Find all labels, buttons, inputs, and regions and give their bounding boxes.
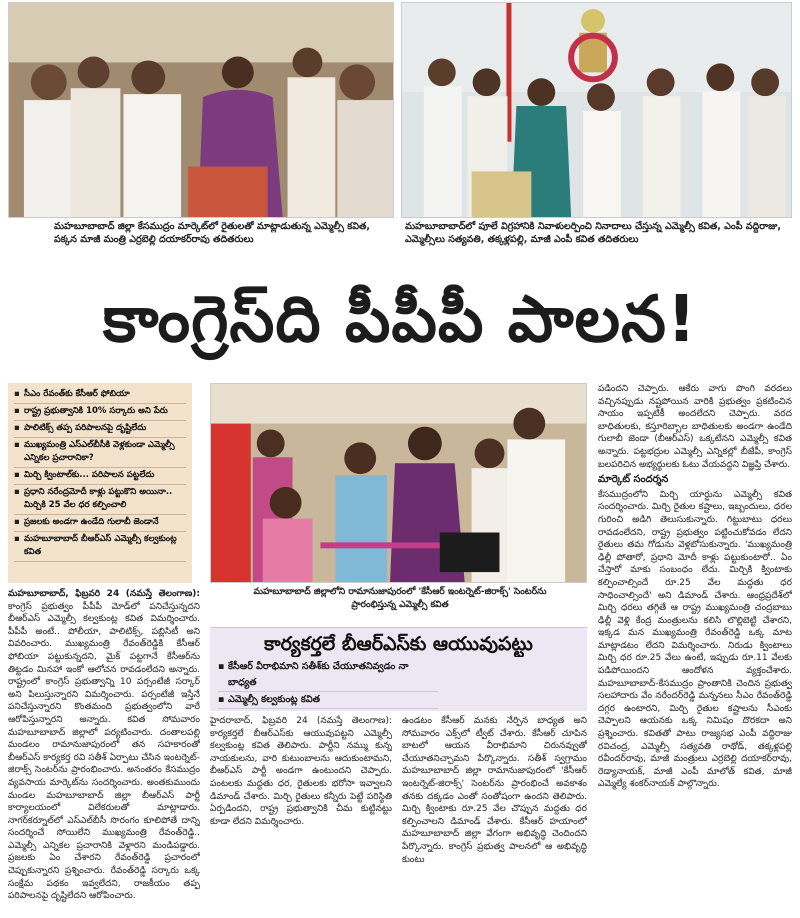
photo-caption-center: మహబూబాబాద్ జిల్లాలోని రామానుజాపురంలో 'కేసీఆర్ ఇంటర్నెట్-జిరాక్స్' సెంటర్‌ను ప్రారంభిస్తున్న ఎమ్మెల్సీ కవిత	[253, 587, 547, 610]
highlight-item: ▪ మహబూబాబాద్ బీఆర్‌ఎస్ ఎమ్మెల్సీ కల్వకుంట్ల కవిత	[14, 532, 186, 562]
box-point: ▪ ఎమ్మెల్సీ కల్వకుంట్ల కవిత	[218, 692, 438, 709]
box-story	[210, 627, 587, 711]
body-text: కాంగ్రెస్ ప్రభుత్వం పీపీపీ మోడ్‌లో పనిచేస్తున్నదని బీఆర్‌ఎస్ ఎమ్మెల్సీ కల్వకుంట్ల కవిత విమర్శించారు. పీపీపీ అంటే.. పోలీయా, పాలిటిక్స్, పబ్లిసిటీ అని వివరించారు. ముఖ్యమంత్రి రేవంత్‌రెడ్డికి కేసీఆర్ ఫోబియా పట్టుకున్నదని, మైక్ పట్టగానే కేసీఆర్‌ను తిట్టడం మినహా ఇంకో ఆలోచన రావడంలేదని అన్నారు. రాష్ట్రంలో కాంగ్రెస్ ప్రభుత్వాన్ని 10 పర్సంటేజీ సర్కార్ అని పిలుస్తున్నారని విమర్శించారు. పర్సంటేజీ ఇస్తేనే పనిచేస్తున్నారని కొంతమంది ప్రభుత్వంలోని వారే ఆరోపిస్తున్నారని అన్నారు. కవిత సోమవారం మహబూబాబాద్ జిల్లాలో పర్యటించారు. దంతాలపల్లి మండలం రామానుజాపురంలో తన సహకారంతో బీఆర్‌ఎస్ కార్యకర్త రవి సతీశ్ ఏర్పాటు చేసిన ఇంటర్నెట్-జిరాక్స్ సెంటర్‌ను ప్రారంభించారు. అనంతరం కేసముద్రం వ్యవసాయ మార్కెట్‌ను సందర్శించారు. అంతకుముందు మండల మహబూబాబాద్ జిల్లా బీఆర్‌ఎస్ పార్టీ కార్యాలయంలో విలేకరులతో మాట్లాడారు. నాగర్‌కర్నూల్‌లో ఎస్‌ఎల్‌బీసీ సొరంగం కూలిపోతే దాన్ని సందర్శించే సోయిలేని ముఖ్యమంత్రి రేవంత్‌రెడ్డి.. ఎమ్మెల్సీ ఎన్నికల ప్రచారానికి వెళ్లారని మండిపడ్డారు. ప్రజలకు ఏం చేశారని రేవంత్‌రెడ్డి ప్రచారంలో చెప్పుకున్నారని ప్రశ్నించారు. రేవంత్‌రెడ్డి సర్కారు ఒక్క సంక్షేమ పథకం ఇవ్వలేదని, రాజకీయం తప్ప పరిపాలనపై దృష్టిలేదని ఆరోపించారు.	[8, 601, 200, 902]
highlight-item: ▪ రాష్ట్ర ప్రభుత్వానికి 10% సర్కారు అని పేరు	[14, 404, 186, 421]
highlight-item: ▪ ప్రధాని నరేంద్రమోదీ కాళ్లు పట్టుకొని అయినా.. మిర్చికి 25 వేల ధర కల్పించాలి	[14, 485, 186, 515]
highlights-box	[8, 383, 192, 583]
article-middle-col-a	[210, 715, 392, 918]
body-text: పడిందని చెప్పారు. ఆకేరు వాగు పొంగి వరదలు వచ్చినప్పుడు నష్టపోయిన వారికి ప్రభుత్వం ప్రకటించిన సాయం ఇప్పటికీ అందలేదని చెప్పారు. వరద బాధితులకు, కస్తూరిబ్బాల బాధితులకు అండగా ఉండేది గులాబీ జెండా (బీఆర్‌ఎస్) ఒక్కటేనని ఎమ్మెల్సీ కవిత అన్నారు. పట్టభద్రుల ఎమ్మెల్సీ ఎన్నికల్లో బీజేపీ, కాంగ్రెస్ బలపరిచిన అభ్యర్థులకు ఓటు వేయవద్దని విజ్ఞప్తి చేశారు.	[598, 384, 792, 470]
article-middle-col-b	[402, 715, 587, 918]
body-text: హైదరాబాద్, ఫిబ్రవరి 24 (నమస్తే తెలంగాణ): కార్యకర్తలే బీఆర్‌ఎస్‌కు ఆయువుపట్టని ఎమ్మెల్సీ కల్వకుంట్ల కవిత తెలిపారు. పార్టీని నమ్ము కున్న నాయకులను, వారి కుటుంబాలను ఆదుకుంటామని, బీఆర్‌ఎస్ పార్టీ అండగా ఉంటుందని చెప్పారు. పంటలకు మద్దతు ధర, రైతులకు భరోసా ఇవ్వాలని డిమాండ్ చేశారు. మిర్చి రైతులు కన్నీరు పెట్టే పరిస్థితి ఏర్పడిందని, రాష్ట్ర ప్రభుత్వానికి చీమ కుట్టినట్టు కూడా లేదని విమర్శించారు.	[210, 716, 392, 827]
photo-phule-statue-tribute	[401, 2, 792, 218]
highlight-item: ▪ మిర్చి క్వింటాల్‌కు... పరిపాలన పట్టలేదు	[14, 468, 186, 485]
body-text: కేసముద్రంలోని మిర్చి యార్డును ఎమ్మెల్సీ కవిత సందర్శించారు. మిర్చి రైతుల కష్టాలు, ఇబ్బందులు, ధరల గురించి అడిగి తెలుసుకున్నారు. గిట్టుబాటు ధరలు రావడంలేదని, రాష్ట్ర ప్రభుత్వం పట్టించుకోవడం లేదని రైతులు తమ గోడును వెళ్లబోసుకున్నారు. 'ముఖ్యమంత్రి ఢిల్లీ పోతారో, ప్రధాని మోదీ కాళ్లు పట్టుకుంటారో.. ఏం చేస్తారో మాకు సంబంధం లేదు. మిర్చికి క్వింటాకు కల్పించాల్సిందే రూ.25 వేల మద్దతు ధర సాధించాల్సిందే' అని డిమాండ్ చేశారు. ఆంధ్రప్రదేశ్‌లో మిర్చి ధరలు తగ్గితే ఆ రాష్ట్ర ముఖ్యమంత్రి చంద్రబాబు ఢిల్లీ వెళ్లి కేంద్ర మంత్రులను కలిసి లొల్లిబెట్టి చేశారని, ఇక్కడ మన ముఖ్యమంత్రి రేవంత్‌రెడ్డి ఒక్క మాట మాట్లాడటం లేదని విమర్శించారు. నిరుడు క్వింటాలు మిర్చి ధర రూ.25 వేలు ఉంటే, ఇప్పుడు రూ.11 వేలకు పడిపోయిందని ఆందోళన వ్యక్తంచేశారు. మహబూబాబాద్-కేసముద్రం ప్రాంతానికి చెందిన ప్రభుత్వ సలహాదారు వేం నరేందర్‌రెడ్డి మన్ననలు సీఎం రేవంత్‌రెడ్డి దగ్గర ఉంటారని, మిర్చి రైతుల కష్టాలను సీఎంకు చెప్పాలని ఆయనకు ఒక్క నిమిషం దొరకదా అని ప్రశ్నించారు. కవితతో పాటు రాజ్యసభ ఎంపీ వద్దిరాజు రవిచంద్ర, ఎమ్మెల్సీ సత్యవతి రాథోడ్, తక్కళ్లపల్లి రవీందర్‌రావు, మాజీ మంత్రులు ఎర్రబెల్లి దయాకర్‌రావు, రెడ్యానాయక్, మాజీ ఎంపీ మాలోత్ కవిత, మాజీ ఎమ్మెల్యే శంకర్‌నాయక్ పాల్గొన్నారు.	[598, 489, 792, 790]
headline: కాంగ్రెస్‌ది పీపీపీ పాలన!	[102, 283, 698, 357]
article-right-column	[598, 383, 792, 918]
body-text: ఉండటం కేసీఆర్ మనకు నేర్పిన బాధ్యత అని సోమవారం ఎక్స్‌లో ట్వీట్ చేశారు. కేసీఆర్ చూపిన బాటలో ఆయన వీరాభిమాని చిరునవ్వుతో చేయూతనిచ్చామని పేర్కొన్నారు. సతీశ్ స్వగ్రామం మహబూబాబాద్ జిల్లా రామానుజాపురంలో 'కేసీఆర్ ఇంటర్నెట్-జిరాక్స్' సెంటర్‌ను ప్రారంభించే అవకాశం తనకు దక్కడం ఎంతో సంతోషంగా ఉందని తెలిపారు. మిర్చి క్వింటాకు రూ.25 వేల చొప్పున మద్దతు ధర కల్పించాలని డిమాండ్ చేశారు. కేసీఆర్ హయాంలో మహబూబాబాద్ జిల్లా వేగంగా అభివృద్ధి చెందిందని పేర్కొన్నారు. కాంగ్రెస్ ప్రభుత్వ పాలనలో ఆ అభివృద్ధి కుంటు	[402, 716, 587, 865]
box-title: కార్యకర్తలే బీఆర్‌ఎస్‌కు ఆయువుపట్టు	[264, 633, 533, 655]
article-left-column	[8, 588, 200, 918]
dateline: మహబూబాబాద్, ఫిబ్రవరి 24 (నమస్తే తెలంగాణ):	[8, 589, 200, 599]
subheading-market-visit: మార్కెట్ సందర్శన	[598, 474, 669, 486]
highlight-item: ▪ సీఎం రేవంత్‌కు కేసీఆర్ ఫోబియా	[14, 387, 186, 404]
photo-xerox-center-inauguration	[210, 383, 587, 583]
photo-market-visit	[8, 2, 394, 218]
box-point: ▪ కేసీఆర్ వీరాభిమాని సతీశ్‌కు చేయూతనివ్వడం నా బాధ్యత	[218, 659, 438, 692]
highlight-item: ▪ ముఖ్యమంత్రి ఎస్‌ఎల్‌బీసీకి వెళ్లకుండా ఎమ్మెల్సీ ఎన్నికల ప్రచారానికా?	[14, 438, 186, 468]
photo-caption-left: మహబూబాబాద్ జిల్లా కేసముద్రం మార్కెట్‌లో రైతులతో మాట్లాడుతున్న ఎమ్మెల్సీ కవిత, పక్కన మాజీ మంత్రి ఎర్రబెల్లి దయాకర్‌రావు తదితరులు	[54, 221, 371, 245]
photo-caption-right: మహబూబాబాద్‌లో పూలే విగ్రహానికి నివాళులర్పించి నినాదాలు చేస్తున్న ఎమ్మెల్సీ కవిత, ఎంపీ వద్దిరాజు, ఎమ్మెల్సీలు సత్యవతి, తక్కళ్లపల్లి, మాజీ ఎంపీ కవిత తదితరులు	[405, 221, 781, 245]
highlight-item: ▪ ప్రజలకు అండగా ఉండేది గులాబీ జెండానే	[14, 515, 186, 532]
highlight-item: ▪ పాలిటిక్స్ తప్ప పరిపాలనపై దృష్టిలేదు	[14, 421, 186, 438]
